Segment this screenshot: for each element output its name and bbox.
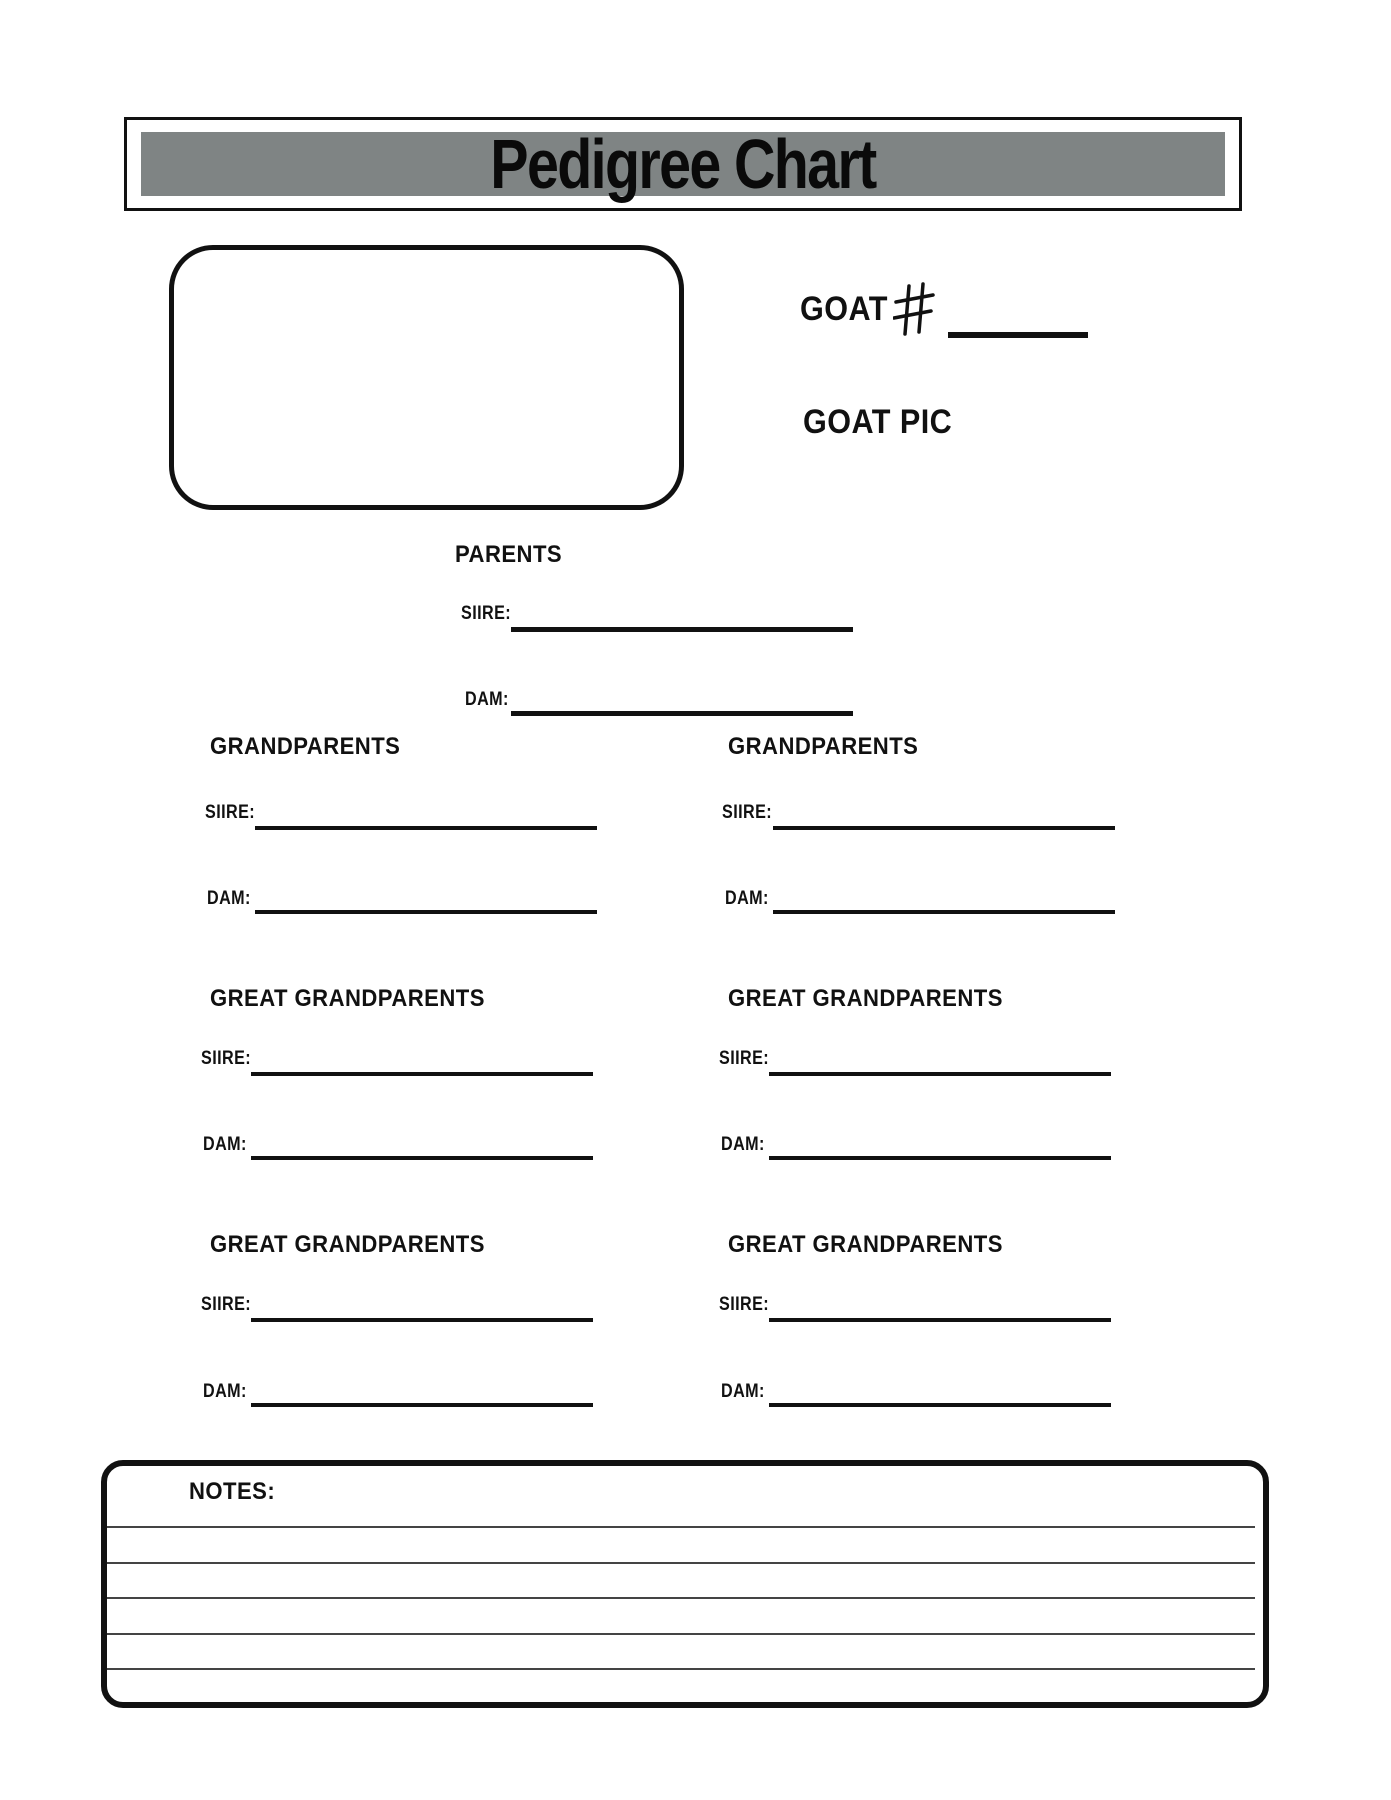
left-grandparents-sire-line[interactable] [255,826,597,830]
notes-rule [107,1633,1255,1635]
right-great-grandparents-1-dam-line[interactable] [769,1156,1111,1160]
left-great-grandparents-1-dam-line[interactable] [251,1156,593,1160]
left-great-grandparents-2-dam-line[interactable] [251,1403,593,1407]
right-great-grandparents-1-sire-line[interactable] [769,1072,1111,1076]
left-grandparents-dam-line[interactable] [255,910,597,914]
right-great-grandparents-2-sire-line[interactable] [769,1318,1111,1322]
title-frame [124,117,1242,211]
left-great-grandparents-2-sire-line[interactable] [251,1318,593,1322]
left-great-grandparents-1-sire-line[interactable] [251,1072,593,1076]
title-bar [141,125,1225,203]
right-grandparents-dam-label: DAM: [725,888,769,909]
parents-sire-line[interactable] [511,627,853,632]
right-grandparents-heading: GRANDPARENTS [728,733,919,760]
goat-pic-label: GOAT PIC [803,403,953,441]
left-grandparents-heading: GRANDPARENTS [210,733,401,760]
right-great-grandparents-2-dam-line[interactable] [769,1403,1111,1407]
parents-sire-label: SIIRE: [461,603,512,624]
right-grandparents-dam-line[interactable] [773,910,1115,914]
left-grandparents-sire-label: SIIRE: [205,802,256,823]
notes-rule [107,1597,1255,1599]
goat-number-label: GOAT [800,290,888,328]
right-great-grandparents-2-dam-label: DAM: [721,1381,765,1402]
parents-heading: PARENTS [455,541,563,568]
right-great-grandparents-2-sire-label: SIIRE: [719,1294,770,1315]
right-grandparents-sire-line[interactable] [773,826,1115,830]
left-grandparents-dam-label: DAM: [207,888,251,909]
right-great-grandparents-1-heading: GREAT GRANDPARENTS [728,985,1003,1012]
left-great-grandparents-1-heading: GREAT GRANDPARENTS [210,985,485,1012]
left-great-grandparents-2-sire-label: SIIRE: [201,1294,252,1315]
parents-dam-label: DAM: [465,689,509,710]
right-great-grandparents-2-heading: GREAT GRANDPARENTS [728,1231,1003,1258]
goat-number-line[interactable] [948,332,1088,338]
notes-label: NOTES: [189,1478,276,1505]
right-grandparents-sire-label: SIIRE: [722,802,773,823]
left-great-grandparents-1-dam-label: DAM: [203,1134,247,1155]
goat-picture-box[interactable] [169,245,684,510]
notes-box[interactable] [101,1460,1269,1708]
left-great-grandparents-2-dam-label: DAM: [203,1381,247,1402]
parents-dam-line[interactable] [511,711,853,716]
notes-rule [107,1562,1255,1564]
left-great-grandparents-2-heading: GREAT GRANDPARENTS [210,1231,485,1258]
right-great-grandparents-1-sire-label: SIIRE: [719,1048,770,1069]
hash-icon [893,282,935,338]
notes-rule [107,1526,1255,1528]
page-title: Pedigree Chart [490,125,876,203]
notes-rule [107,1668,1255,1670]
right-great-grandparents-1-dam-label: DAM: [721,1134,765,1155]
left-great-grandparents-1-sire-label: SIIRE: [201,1048,252,1069]
